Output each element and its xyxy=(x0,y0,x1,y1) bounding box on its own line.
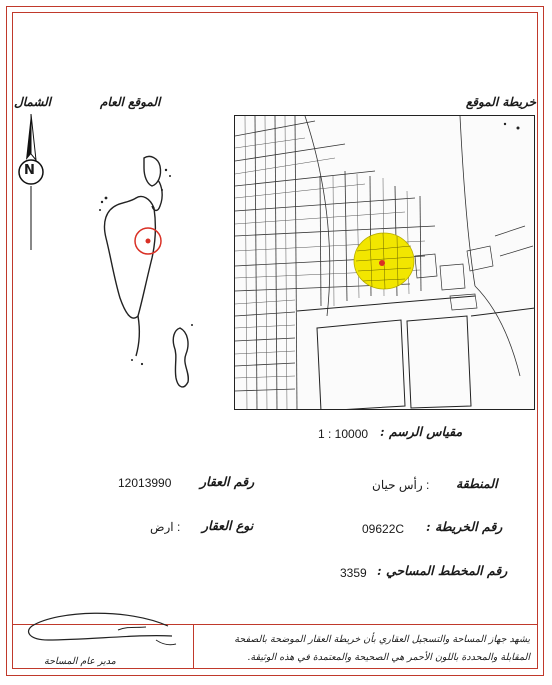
site-map xyxy=(235,116,535,410)
signature-divider xyxy=(193,624,194,669)
north-heading: الشمال xyxy=(14,95,52,109)
director-signature xyxy=(18,600,188,656)
scale-label: مقياس الرسم : xyxy=(380,424,463,439)
bahrain-overview-map xyxy=(62,150,212,400)
property-number-label: رقم العقار xyxy=(200,474,255,489)
region-label: المنطقة xyxy=(456,476,498,491)
property-number-value: 12013990 xyxy=(118,476,172,490)
north-arrow-icon xyxy=(14,112,48,252)
property-type-label: نوع العقار xyxy=(202,518,254,533)
site-map-heading: خريطة الموقع xyxy=(465,95,536,109)
site-map-frame xyxy=(234,115,535,410)
map-number-label: رقم الخريطة : xyxy=(426,519,503,534)
north-letter: N xyxy=(24,163,35,178)
scale-value: 1 : 10000 xyxy=(318,427,369,441)
general-location-heading: الموقع العام xyxy=(100,95,161,109)
certification-line-1: يشهد جهاز المساحة والتسجيل العقاري بأن خريطة العقار الموضحة بالصفحة xyxy=(234,634,530,645)
survey-plan-label: رقم المخطط المساحي : xyxy=(377,563,508,578)
certification-line-2: المقابلة والمحددة باللون الأحمر هي الصحيحة والمعتمدة في هذه الوثيقة. xyxy=(247,652,530,663)
property-type-value: : ارض xyxy=(150,520,181,534)
director-title: مدير عام المساحة xyxy=(44,656,116,667)
survey-plan-value: 3359 xyxy=(340,566,367,580)
region-value: : رأس حيان xyxy=(372,478,430,492)
map-number-value: 09622C xyxy=(362,522,405,536)
